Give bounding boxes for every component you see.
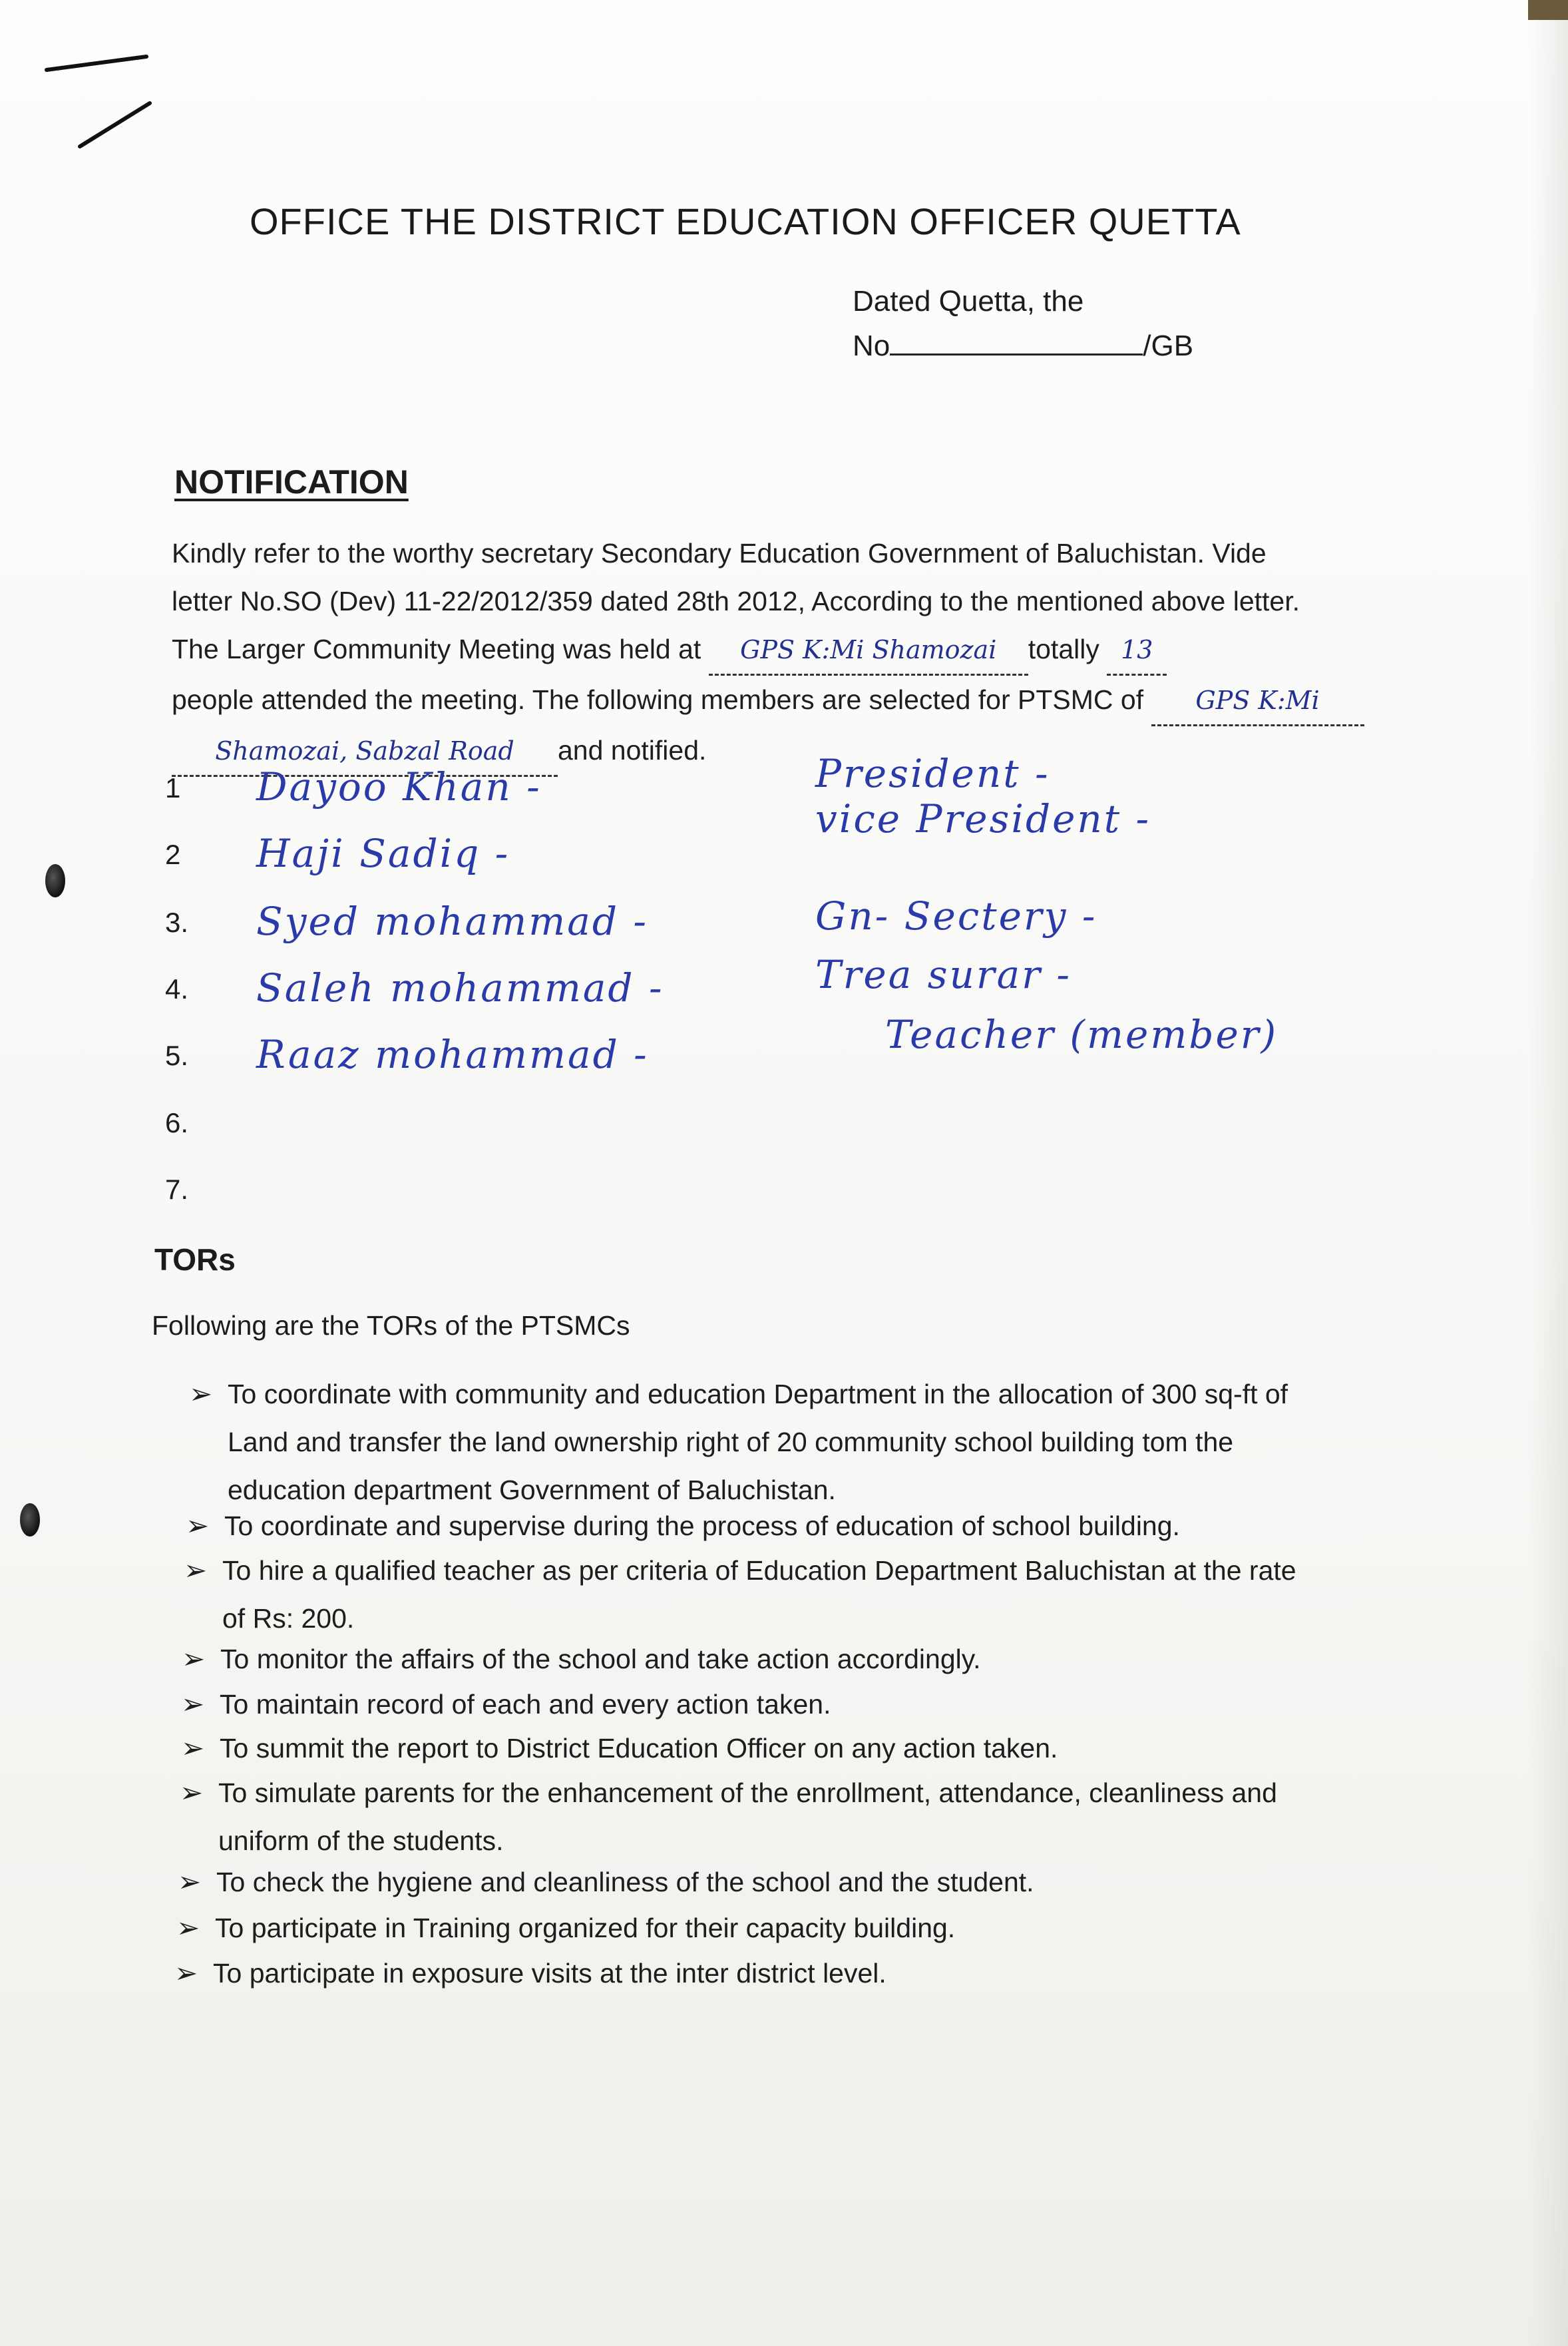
member-role-handwritten: vice President -: [815, 796, 1151, 841]
tor-line: To participate in exposure visits at the inter district level.: [213, 1958, 886, 1989]
tor-line: To participate in Training organized for their capacity building.: [215, 1913, 956, 1943]
arrow-bullet-icon: ➢: [186, 1510, 210, 1541]
notification-paragraph: [172, 529, 1476, 777]
reference-number-line: [853, 330, 1193, 363]
corner-mark: [1528, 0, 1568, 20]
arrow-bullet-icon: ➢: [176, 1912, 200, 1943]
member-role-handwritten: Trea surar -: [815, 952, 1072, 997]
no-suffix: /GB: [1143, 330, 1194, 362]
arrow-bullet-icon: ➢: [178, 1866, 202, 1897]
arrow-bullet-icon: ➢: [180, 1777, 204, 1808]
tor-item: [180, 1769, 1277, 1865]
arrow-bullet-icon: ➢: [174, 1957, 198, 1989]
attendee-count-field: [1107, 625, 1167, 676]
member-name-handwritten: Saleh mohammad -: [256, 965, 664, 1011]
tor-item: [186, 1502, 1180, 1550]
arrow-bullet-icon: ➢: [184, 1554, 208, 1586]
member-name-handwritten: Haji Sadiq -: [256, 831, 510, 876]
tor-item: [181, 1680, 831, 1728]
member-role-handwritten: Teacher (member): [885, 1012, 1278, 1057]
member-row: [0, 952, 1568, 1025]
tor-line: To maintain record of each and every action taken.: [220, 1689, 831, 1720]
tor-line: To summit the report to District Education Officer on any action taken.: [220, 1733, 1058, 1763]
notification-heading: NOTIFICATION: [174, 463, 409, 501]
tor-item: [174, 1949, 886, 1997]
tor-line: education department Government of Baluchistan.: [228, 1475, 836, 1505]
school-name-field: [1151, 676, 1364, 726]
paragraph-line-4: [172, 676, 1476, 726]
paragraph-line-2: letter No.SO (Dev) 11-22/2012/359 dated 28th 2012, According to the mentioned above letter.: [172, 586, 1300, 616]
member-row: [0, 796, 1568, 891]
tor-item: [184, 1546, 1296, 1642]
tor-line: To coordinate and supervise during the process of education of school building.: [224, 1511, 1180, 1541]
member-number: 3.: [165, 907, 189, 938]
attendee-count-handwritten: 13: [1121, 635, 1153, 664]
school-location-handwritten: Shamozai, Sabzal Road: [215, 736, 514, 766]
tor-line: To monitor the affairs of the school and take action accordingly.: [220, 1644, 981, 1674]
member-name-handwritten: Raaz mohammad -: [256, 1032, 649, 1077]
member-number: 4.: [165, 973, 189, 1005]
member-row: [0, 1102, 1568, 1162]
tor-line: of Rs: 200.: [222, 1603, 355, 1634]
member-role-handwritten: President -: [815, 751, 1050, 796]
tor-line: uniform of the students.: [218, 1825, 504, 1856]
tor-item: [182, 1635, 981, 1683]
member-row: [0, 1012, 1568, 1092]
tor-item: [178, 1858, 1034, 1906]
meeting-text: The Larger Community Meeting was held at: [172, 634, 701, 664]
member-number: 5.: [165, 1040, 189, 1071]
tor-line: To coordinate with community and education Department in the allocation of 300 sq-ft of: [228, 1379, 1288, 1409]
member-number: 2: [165, 839, 181, 870]
member-name-handwritten: Syed mohammad -: [256, 899, 648, 944]
arrow-bullet-icon: ➢: [181, 1732, 205, 1763]
member-number: 1: [165, 772, 181, 804]
binder-hole-mark: [20, 1503, 40, 1536]
tors-heading: TORs: [154, 1242, 236, 1277]
totally-text: totally: [1028, 634, 1099, 664]
tor-line: Land and transfer the land ownership right of 20 community school building tom the: [228, 1427, 1234, 1457]
member-role-handwritten: Gn- Sectery -: [815, 893, 1097, 939]
arrow-bullet-icon: ➢: [181, 1688, 205, 1720]
member-number: 7.: [165, 1174, 189, 1205]
member-number: 6.: [165, 1107, 189, 1138]
no-prefix: No: [853, 330, 890, 362]
office-title: OFFICE THE DISTRICT EDUCATION OFFICER QUETTA: [250, 200, 1241, 242]
meeting-venue-field: [709, 625, 1028, 676]
paragraph-line-1: Kindly refer to the worthy secretary Secondary Education Government of Baluchistan. Vide: [172, 538, 1267, 569]
tor-line: To hire a qualified teacher as per criteria of Education Department Baluchistan at the rate: [222, 1555, 1296, 1586]
member-row: [0, 1168, 1568, 1228]
tor-line: To check the hygiene and cleanliness of the school and the student.: [216, 1867, 1034, 1897]
reference-number-blank: [890, 331, 1143, 355]
tor-item: [189, 1370, 1288, 1514]
pen-stroke-marks: [40, 40, 173, 173]
meeting-venue-handwritten: GPS K:Mi Shamozai: [740, 635, 997, 664]
member-name-handwritten: Dayoo Khan -: [256, 764, 542, 810]
tors-intro: Following are the TORs of the PTSMCs: [152, 1310, 630, 1341]
tor-item: [181, 1724, 1058, 1772]
notified-text: and notified.: [558, 735, 707, 766]
arrow-bullet-icon: ➢: [189, 1378, 213, 1409]
selection-text: people attended the meeting. The following members are selected for PTSMC of: [172, 684, 1144, 715]
paragraph-line-3: [172, 625, 1476, 676]
school-name-handwritten: GPS K:Mi: [1195, 686, 1320, 715]
arrow-bullet-icon: ➢: [182, 1643, 206, 1674]
member-row: [0, 893, 1568, 959]
tor-line: To simulate parents for the enhancement of the enrollment, attendance, cleanliness and: [218, 1777, 1277, 1808]
dated-label: Dated Quetta, the: [853, 285, 1084, 318]
tor-item: [176, 1904, 956, 1952]
